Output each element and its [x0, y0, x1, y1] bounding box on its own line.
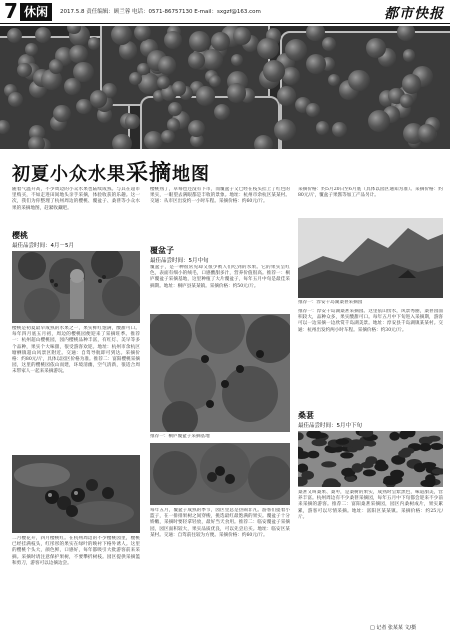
raspberry-field-photo [150, 314, 290, 432]
page-header [0, 0, 450, 24]
raspberry [64, 78, 81, 95]
mulberry [340, 452, 353, 458]
mulberry [363, 469, 376, 476]
raspberry-bush-photo [150, 443, 290, 505]
cherry-text-2: 二月樱花开，四月樱桃红。在杭州周边的不少樱桃园里，樱桃已经挂满枝头，红彤彤的果实在绿叶的映衬下格外诱人。这里的樱桃个头大，颜色鲜，口感好，每年都吸引大批游客前来采摘。采摘时请注意保护果树，不要攀折树枝。园区提供采摘篮和剪刀，游客可以边摘边尝。 [12, 536, 140, 566]
raspberry [172, 81, 187, 96]
raspberry [157, 76, 170, 89]
mulberry-season: 最佳品尝时间：5月中下旬 [298, 423, 363, 429]
raspberry [306, 54, 326, 74]
mulberry [427, 436, 440, 442]
raspberry-photo-caption: 推荐一：桐庐覆盆子采摘基地 [150, 434, 210, 439]
raspberry [129, 72, 142, 85]
mulberry [387, 475, 403, 484]
raspberry [88, 37, 101, 50]
mulberry [389, 432, 399, 441]
mulberry [374, 463, 388, 472]
header-meta: 2017.5.8 责任编辑：顾兰蓉 电话：0571-86757130 E-mail：sxgzf@163.com [60, 9, 261, 15]
raspberry [35, 27, 52, 44]
mulberry [366, 441, 377, 447]
mulberry [307, 451, 319, 459]
mulberry [419, 443, 431, 451]
author-byline: □ 记者 张某某 文/摄 [370, 625, 417, 631]
raspberry-text-1: 覆盆子，是一种很常见却又很少被人们吃到的水果。它的果实呈红色，表面有细小的绒毛，口感酸甜多汁，营养价值很高。推荐一：桐庐覆盆子采摘基地，这里种植了大片覆盆子，每年五月中旬是最佳采摘期。地址：桐庐县某某镇。采摘价格：约50元/斤。 [150, 265, 290, 289]
mulberry [401, 448, 414, 455]
raspberry [277, 86, 296, 105]
raspberry [322, 37, 336, 51]
mulberry-heading: 桑葚 [298, 411, 314, 420]
mulberry-text-2: 桑葚又叫桑果、桑枣，是桑树的果实，成熟时呈紫黑色，味道甜美，营养丰富。杭州周边有不少桑葚采摘园，每年五月中下旬都会迎来不少前来采摘的游客。推荐二：富阳桑葚采摘园，园区内桑树成片，果实累累，游客可以尽情采摘。地址：富阳区某某镇。采摘价格：约25元/斤。 [298, 490, 443, 520]
mulberry-photo [298, 431, 443, 487]
col3-top-text: 采摘价格：约5月20日至6月底（具体以园区通知为准）。采摘价格：约80元/斤，覆盆子果酱等加工产品另计。 [298, 187, 443, 199]
raspberry [125, 114, 139, 128]
page-number: 7 [4, 0, 18, 23]
raspberry [25, 43, 38, 56]
mulberry [425, 474, 435, 483]
mountain-photo [298, 218, 443, 298]
raspberry [28, 136, 44, 149]
mountain-photo-caption: 推荐一：淳安千岛湖桑葚采摘园 [298, 300, 363, 305]
raspberry [211, 32, 230, 51]
raspberry [214, 104, 230, 120]
raspberry [263, 60, 285, 82]
raspberry [8, 92, 23, 107]
raspberry [69, 45, 88, 64]
page-title: 初夏小众水果采摘地图 [12, 160, 211, 186]
raspberry [257, 38, 278, 59]
cherry-text-1: 樱桃是初夏最早成熟的水果之一，果实鲜红饱满，酸甜可口。每年四月底五月初，周边的樱桃园便迎来了采摘旺季。推荐一：杭州超山樱桃园，园内樱桃品种丰富，有红灯、美早等多个品种，果实个大味甜，很受游客欢迎。地址：杭州市余杭区塘栖镇超山风景区附近。交通：自驾导航即可到达。采摘价格：约80元/斤，具体以园区价格为准。推荐二：富阳樱桃采摘园，这里的樱桃园依山而建，环境清幽，空气清新，很适合周末带家人一起来采摘游玩。 [12, 326, 140, 375]
raspberry-hero-photo [0, 26, 450, 149]
raspberry [254, 135, 273, 149]
raspberry [397, 26, 415, 41]
raspberry [418, 124, 437, 143]
raspberry [403, 49, 416, 62]
raspberry [274, 119, 296, 141]
col2-top-text: 樱桃熟了，草莓也还没有下市，而覆盆子又已经在枝头挂上了红色的果实，一眼望去满眼都是丰收的景象。地址：杭州市余杭区某某村。交通：从市区出发约一小时车程。采摘价格：约60元/斤。 [150, 187, 290, 205]
raspberry [53, 105, 71, 123]
raspberry [400, 94, 414, 108]
newspaper-name: 都市快报 [384, 6, 444, 22]
mulberry [312, 439, 327, 447]
mulberry-text-1: 推荐一：淳安千岛湖桑葚采摘园。这里依山傍水，风景秀丽，桑葚园面积较大，品种众多，果实酸甜可口。每年五月中下旬进入采摘期，游客可以一边采摘一边欣赏千岛湖美景。地址：淳安县千岛湖镇某某村。交通：杭州出发约两小时车程。采摘价格：约30元/斤。 [298, 309, 443, 333]
cherry-season: 最佳品尝时间：4月－5月 [12, 243, 74, 249]
intro-text: 随着气温升高，不少周边的小众水果也陆续成熟。与其在超市里购买，不如走进田间地头亲手采摘，体验收获的乐趣。这一次，我们为你整理了杭州周边的樱桃、覆盆子、桑葚等小众水果的采摘地图，赶紧收藏吧。 [12, 187, 140, 211]
raspberry [188, 120, 205, 137]
raspberry [282, 67, 300, 85]
raspberry [49, 59, 63, 73]
raspberry [158, 56, 176, 74]
raspberry [402, 74, 422, 94]
raspberry [202, 49, 223, 70]
raspberry-season: 最佳品尝时间：5月中旬 [150, 258, 209, 264]
cherry-tree-photo [12, 251, 140, 323]
section-label: 休闲 [20, 3, 52, 21]
mulberry [421, 462, 436, 468]
mulberry [336, 438, 349, 444]
raspberry [161, 130, 174, 143]
mulberry [430, 443, 443, 450]
raspberry [306, 103, 320, 117]
raspberry [196, 86, 215, 105]
raspberry [316, 121, 329, 134]
raspberry [227, 83, 246, 102]
mulberry [321, 461, 336, 467]
mulberry [352, 463, 363, 473]
raspberry [189, 31, 210, 52]
mulberry [301, 471, 314, 480]
raspberry [112, 134, 131, 149]
raspberry [332, 122, 347, 137]
raspberry [17, 63, 31, 77]
raspberry-text-2: 每年五月，覆盆子成熟的季节，园区里总是热闹非凡。游客们提着小篮子，在一排排果树之间穿梭，挑选最红最饱满的果实。覆盆子十分娇嫩，采摘时要轻拿轻放，最好当天食用。推荐二：临安覆盆子采摘园，园区面积较大，果实品质优良，可以先尝后买。地址：临安区某某村。交通：自驾前往较为方便。采摘价格：约60元/斤。 [150, 508, 290, 538]
cherry-heading: 樱桃 [12, 231, 28, 240]
raspberry [285, 39, 307, 61]
raspberry-heading: 覆盆子 [150, 246, 174, 255]
raspberry [134, 26, 151, 41]
raspberry [368, 110, 390, 132]
raspberry [348, 70, 369, 91]
cherry-closeup-photo [12, 455, 140, 533]
raspberry [188, 52, 205, 69]
mulberry [349, 439, 364, 448]
raspberry [144, 131, 163, 149]
